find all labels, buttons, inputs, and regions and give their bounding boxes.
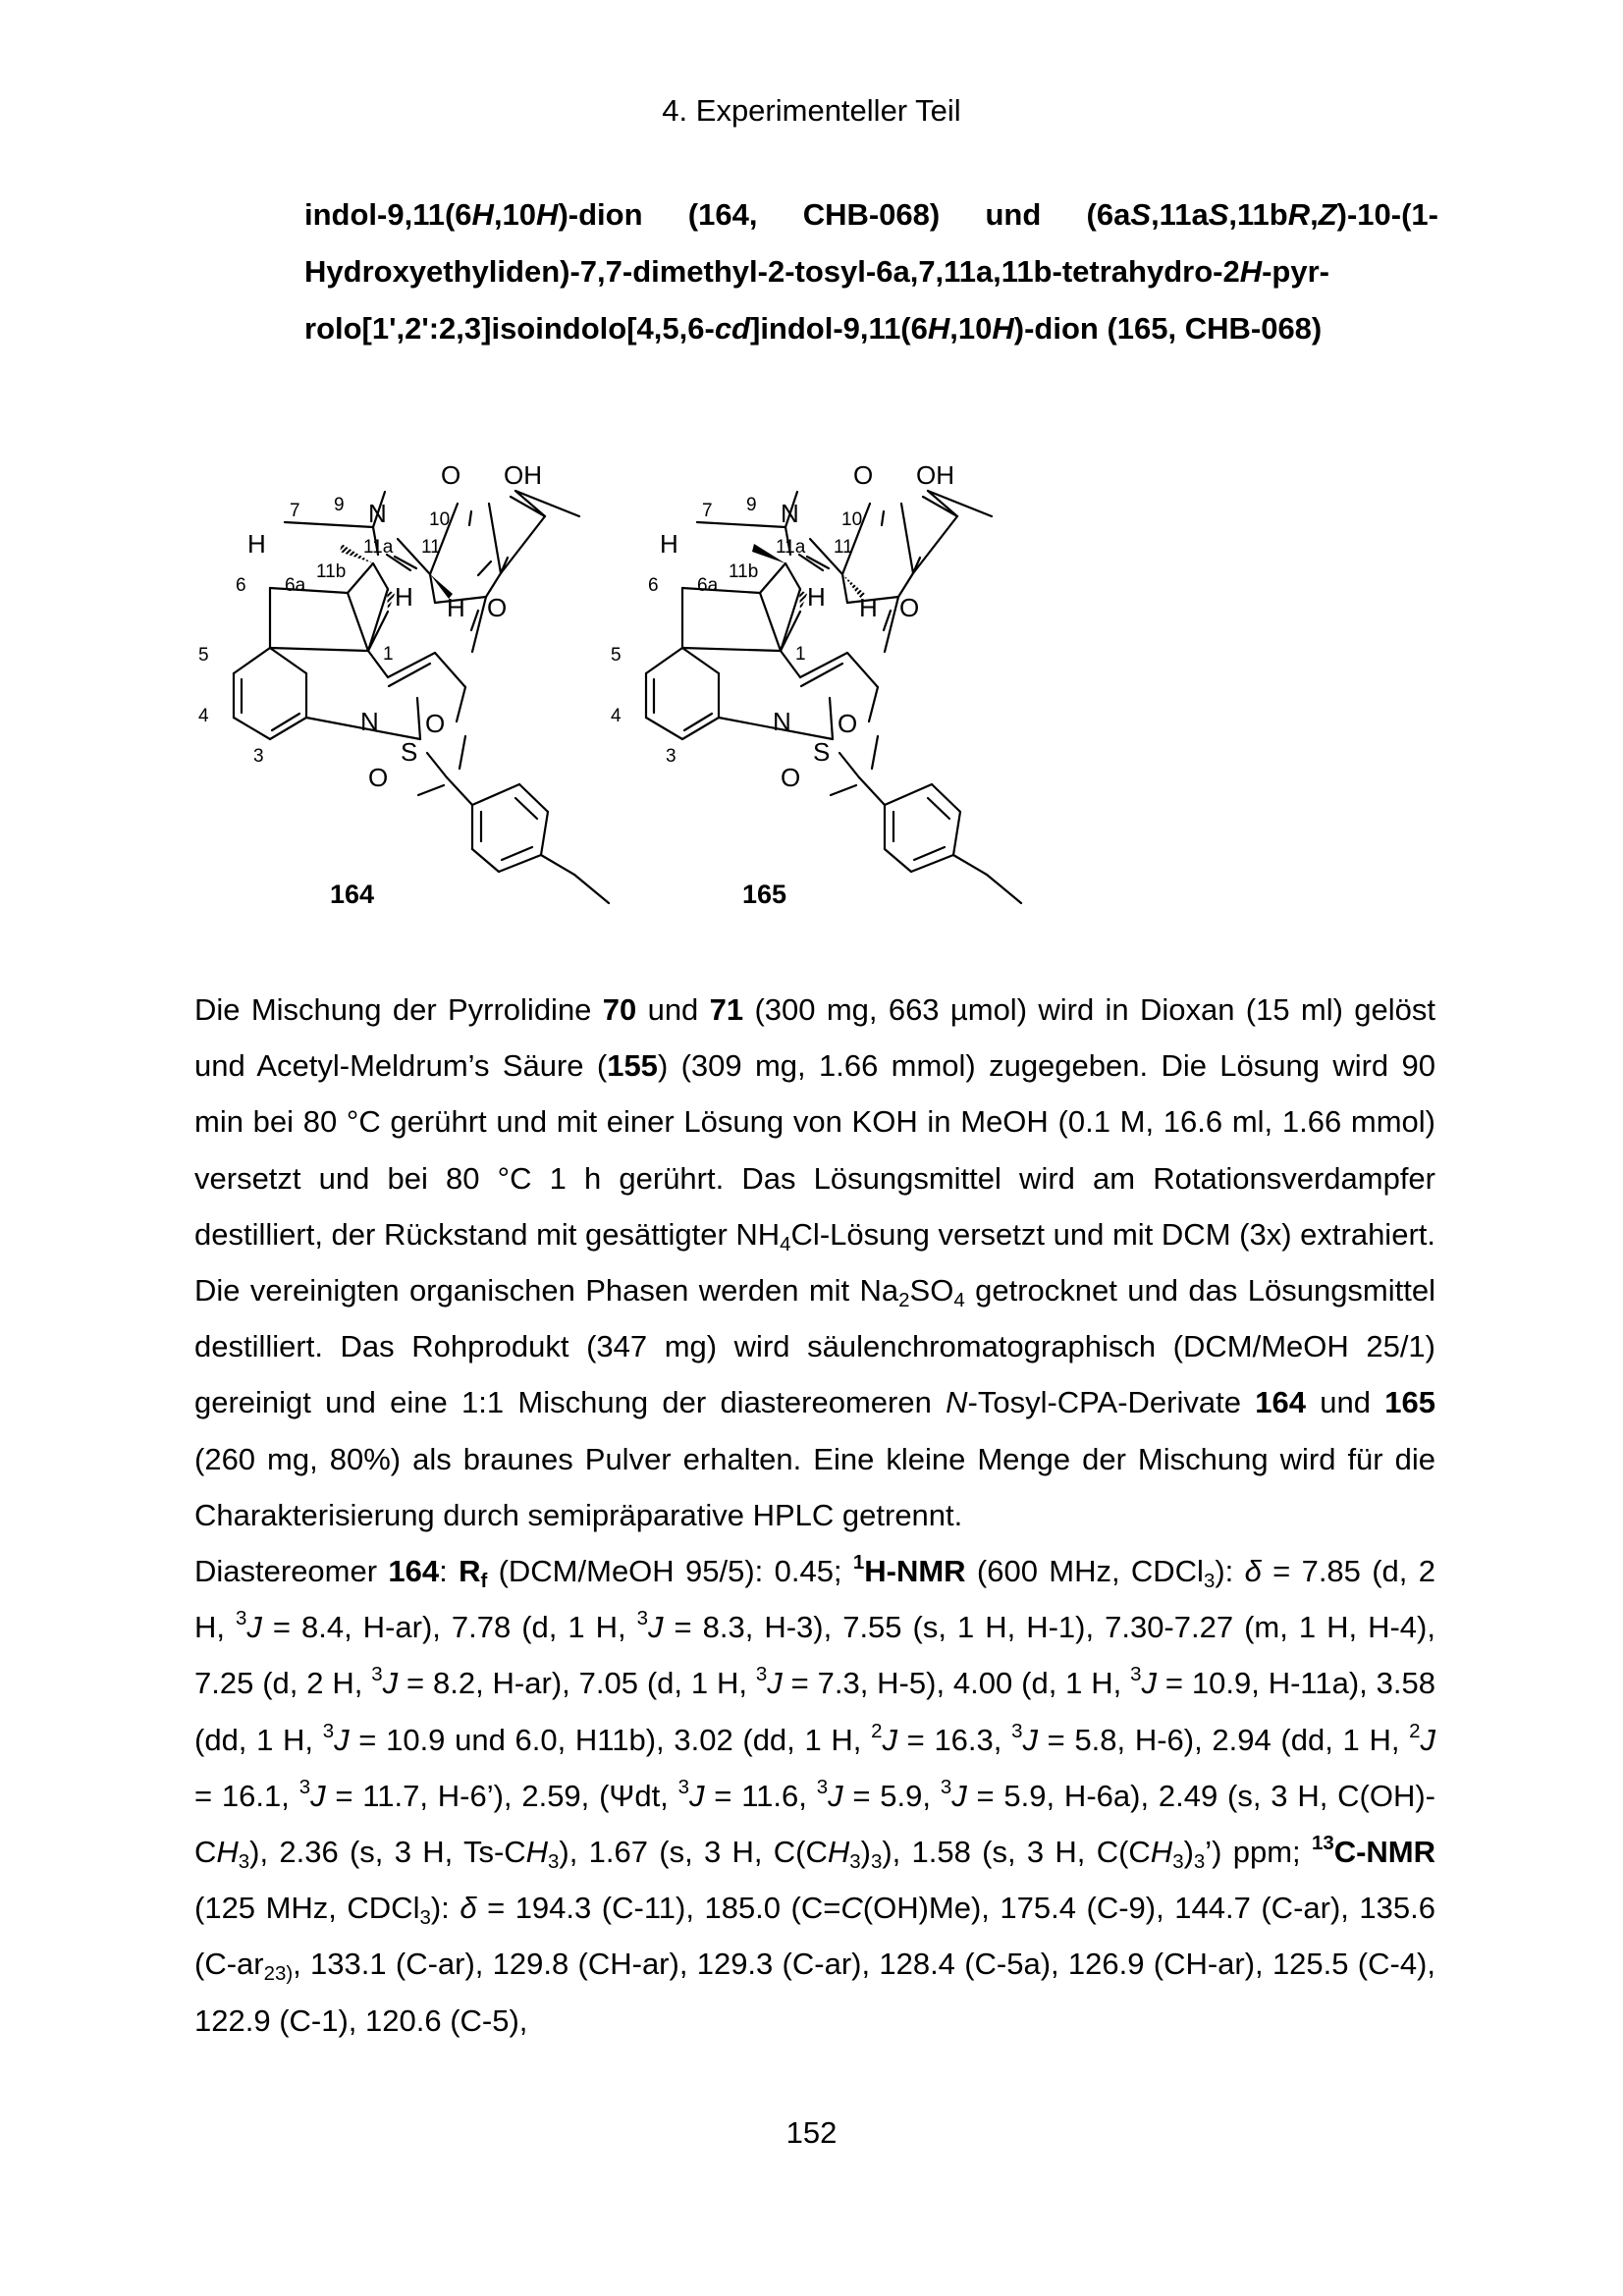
structure-164-drawing	[177, 422, 609, 933]
locant-4: 4	[198, 706, 209, 726]
label-o-s1: O	[838, 709, 858, 738]
page-number: 152	[785, 2115, 838, 2150]
locant-5: 5	[611, 645, 622, 666]
locant-6: 6	[648, 575, 659, 596]
characterization-paragraph: Diastereomer 164: $R_f$ (DCM/MeOH 95/5): 0.45; $^1$H-NMR (600 MHz, CDCl$_3$): δ = 7.85 (d, 2 H, $^3$J = 8.4, H-ar), 7.78 (d, 1 H, $^3$J = 8.3, H-3), 7.55 (s, 1 H, H-1), 7.30-7.27 (m, 1 H, H-4), 7.25 (d, 2 H, $^3$J = 8.2, H-ar), 7.05 (d, 1 H, $^3$J = 7.3, H-5), 4.00 (d, 1 H, $^3$J = 10.9, H-11a), 3.58 (dd, 1 H, $^3$J = 10.9 und 6.0, H11b), 3.02 (dd, 1 H, $^2$J = 16.3, $^3$J = 5.8, H-6), 2.94 (dd, 1 H, $^2$J = 16.1, $^3$J = 11.7, H-6’), 2.59, (Ψdt, $^3$J = 11.6, $^3$J = 5.9, $^3$J = 5.9, H-6a), 2.49 (s, 3 H, $C(OH)-CH_3$), 2.36 (s, 3 H, $Ts-CH_3$), 1.67 (s, 3 H, $C(CH_3)_3$), 1.58 (s, 3 H, $C(CH_3)_3$’) ppm; $^{13}$C-NMR (125 MHz, CDCl$_3$): δ = 194.3 (C-11), 185.0 (C=C(OH)Me), 175.4 (C-9), 144.7 (C-ar), 135.6 ($C-ar_{23)}$, 133.1 (C-ar), 129.8 (CH-ar), 129.3 (C-ar), 128.4 (C-5a), 126.9 (CH-ar), 125.5 (C-4), 122.9 (C-1), 120.6 (C-5),	[194, 1551, 1436, 2038]
structure-164	[177, 422, 609, 933]
locant-11a: 11a	[776, 537, 806, 558]
label-o11: O	[487, 593, 508, 622]
label-oh: OH	[916, 460, 954, 490]
label-oh: OH	[504, 460, 542, 490]
compound-number-165: 165	[742, 880, 787, 909]
locant-6a: 6a	[697, 575, 719, 596]
label-n-indole: N	[360, 707, 379, 736]
locant-3: 3	[666, 746, 676, 767]
structure-165-drawing	[589, 422, 1021, 933]
label-o-s2: O	[368, 763, 389, 792]
compound-title: indol-9,11(6H,10H)-dion (164, CHB-068) und (6aS,11aS,11bR,Z)-10-(1-Hydroxyethyliden)-7,7-dimethyl-2-tosyl-6a,7,11a,11b-tetrahydro-2H-pyrrolo[1',2':2,3]isoindolo[4,5,6-cd]indol-9,11(6H,10H)-dion (165, CHB-068)	[304, 197, 1438, 346]
label-o9: O	[853, 460, 874, 490]
locant-7: 7	[702, 501, 713, 521]
label-n-pyrrolidine: N	[781, 499, 799, 528]
locant-10: 10	[429, 509, 451, 530]
locant-5: 5	[198, 645, 209, 666]
label-h-11b: H	[395, 582, 413, 612]
locant-11b: 11b	[729, 561, 759, 582]
locant-6a: 6a	[285, 575, 306, 596]
locant-11b: 11b	[316, 561, 347, 582]
label-h-6a: H	[247, 529, 266, 559]
locant-3: 3	[253, 746, 264, 767]
locant-9: 9	[334, 495, 345, 515]
locant-1: 1	[795, 644, 806, 665]
locant-10: 10	[841, 509, 863, 530]
locant-1: 1	[383, 644, 394, 665]
label-h-11a: H	[447, 593, 465, 622]
label-n-pyrrolidine: N	[368, 499, 387, 528]
locant-11: 11	[421, 537, 441, 558]
experimental-text	[194, 982, 1435, 2049]
label-o11: O	[899, 593, 920, 622]
label-s: S	[813, 737, 831, 767]
label-h-11a: H	[859, 593, 878, 622]
locant-11a: 11a	[363, 537, 394, 558]
structure-figure	[177, 422, 1041, 933]
structure-165	[589, 422, 1021, 933]
label-n-indole: N	[773, 707, 791, 736]
locant-11: 11	[834, 537, 853, 558]
locant-7: 7	[290, 501, 300, 521]
label-o-s2: O	[781, 763, 801, 792]
locant-4: 4	[611, 706, 622, 726]
label-h-6a: H	[660, 529, 678, 559]
locant-9: 9	[746, 495, 757, 515]
compound-number-164: 164	[330, 880, 375, 909]
procedure-paragraph: Die Mischung der Pyrrolidine 70 und 71 (300 mg, 663 µmol) wird in Dioxan (15 ml) gelöst und Acetyl-Meldrum’s Säure (155) (309 mg, 1.66 mmol) zugegeben. Die Lösung wird 90 min bei 80 °C gerührt und mit einer Lösung von KOH in MeOH (0.1 M, 16.6 ml, 1.66 mmol) versetzt und bei 80 °C 1 h gerührt. Das Lösungsmittel wird am Rotationsverdampfer destilliert, der Rückstand mit gesättigter $NH_4Cl$-Lösung versetzt und mit DCM (3x) extrahiert. Die vereinigten organischen Phasen werden mit $Na_2SO_4$ getrocknet und das Lösungsmittel destilliert. Das Rohprodukt (347 mg) wird säulenchromatographisch (DCM/MeOH 25/1) gereinigt und eine 1:1 Mischung der diastereomeren N-Tosyl-CPA-Derivate 164 und 165 (260 mg, 80%) als braunes Pulver erhalten. Eine kleine Menge der Mischung wird für die Charakterisierung durch semipräparative HPLC getrennt.	[194, 992, 1436, 1532]
label-o9: O	[441, 460, 461, 490]
page-header: 4. Experimenteller Teil	[662, 93, 961, 128]
locant-6: 6	[236, 575, 246, 596]
label-h-11b: H	[807, 582, 826, 612]
label-s: S	[401, 737, 418, 767]
label-o-s1: O	[425, 709, 446, 738]
